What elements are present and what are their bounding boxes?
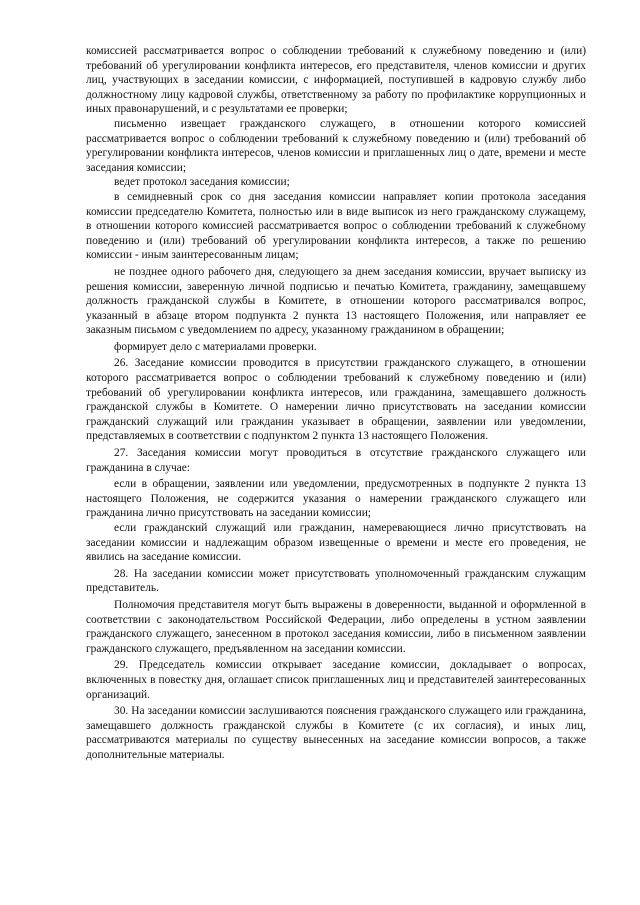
- paragraph-extract: не позднее одного рабочего дня, следующего за днем заседания комиссии, вручает выписку из решения комиссии, заверенную личной подписью и печатью Комитета, гражданину, замещавшему должность гражданской службы в Комитете, в отношении которого рассматривался вопрос, указанный в абзаце втором подпункта 2 пункта 13 настоящего Положения, или направляет ее заказным письмом с уведомлением по адресу, указанному гражданином в обращении;: [86, 265, 586, 337]
- paragraph-27-case-2: если гражданский служащий или гражданин, намеревающиеся лично присутствовать на заседании комиссии и надлежащим образом извещенные о времени и месте его проведения, не явились на заседание комиссии.: [86, 522, 586, 564]
- paragraph-protocol: ведет протокол заседания комиссии;: [114, 176, 290, 189]
- paragraph-27-case-1: если в обращении, заявлении или уведомлении, предусмотренных в подпункте 2 пункта 13 настоящего Положения, не содержится указания о намерении гражданского служащего или гражданина лично присутствовать на заседании комиссии;: [86, 478, 586, 520]
- paragraph-notify: письменно извещает гражданского служащего, в отношении которого комиссией рассматривается вопрос о соблюдении требований к служебному поведению и (или) требований об урегулировании конфликта интересов, членов комиссии и приглашенных лиц о дате, времени и месте заседания комиссии;: [86, 117, 586, 174]
- paragraph-29: 29. Председатель комиссии открывает заседание комиссии, докладывает о вопросах, включенных в повестку дня, оглашает список приглашенных лиц и представителей заинтересованных организаций.: [86, 659, 586, 701]
- paragraph-send-copies: в семидневный срок со дня заседания комиссии направляет копии протокола заседания комиссии председателю Комитета, полностью или в виде выписок из него гражданскому служащему, в отношении которого комиссией рассматривается вопрос о соблюдении требований к служебному поведению и (или) требований об урегулировании конфликта интересов, а также по решению комиссии - иным заинтересованным лицам;: [86, 190, 586, 262]
- paragraph-case-file: формирует дело с материалами проверки.: [114, 340, 317, 353]
- paragraph-26: 26. Заседание комиссии проводится в присутствии гражданского служащего, в отношении которого рассматривается вопрос о соблюдении требований к служебному поведению и (или) требований об урегулировании конфликта интересов, или гражданина, замещавшего должность гражданской службы в Комитете. О намерении лично присутствовать на заседании комиссии гражданский служащий или гражданин указывает в обращении, заявлении или уведомлении, представляемых в соответствии с подпунктом 2 пункта 13 настоящего Положения.: [86, 357, 586, 443]
- paragraph-30: 30. На заседании комиссии заслушиваются пояснения гражданского служащего или гражданина, замещавшего должность гражданской службы в Комитете (с их согласия), и иных лиц, рассматриваются материалы по существу вынесенных на заседание комиссии вопросов, а также дополнительные материалы.: [86, 705, 586, 761]
- paragraph-representative-powers: Полномочия представителя могут быть выражены в доверенности, выданной и оформленной в соответствии с законодательством Российской Федерации, либо определены в устном заявлении гражданского служащего, занесенном в протокол заседания комиссии, либо в письменном заявлении гражданского служащего, предъявленном на заседании комиссии.: [86, 598, 586, 655]
- paragraph-28: 28. На заседании комиссии может присутствовать уполномоченный гражданским служащим представитель.: [86, 567, 586, 595]
- paragraph-continuation: комиссией рассматривается вопрос о соблюдении требований к служебному поведению и (или) требований об урегулировании конфликта интересов, его представителя, членов комиссии и других лиц, участвующих в заседании комиссии, с информацией, поступившей в кадровую службу либо должностному лицу кадровой службы, ответственному за работу по профилактике коррупционных и иных правонарушений, и с результатами ее проверки;: [86, 45, 586, 116]
- document-page: [86, 44, 586, 763]
- paragraph-27: 27. Заседания комиссии могут проводиться в отсутствие гражданского служащего или гражданина в случае:: [86, 447, 586, 474]
